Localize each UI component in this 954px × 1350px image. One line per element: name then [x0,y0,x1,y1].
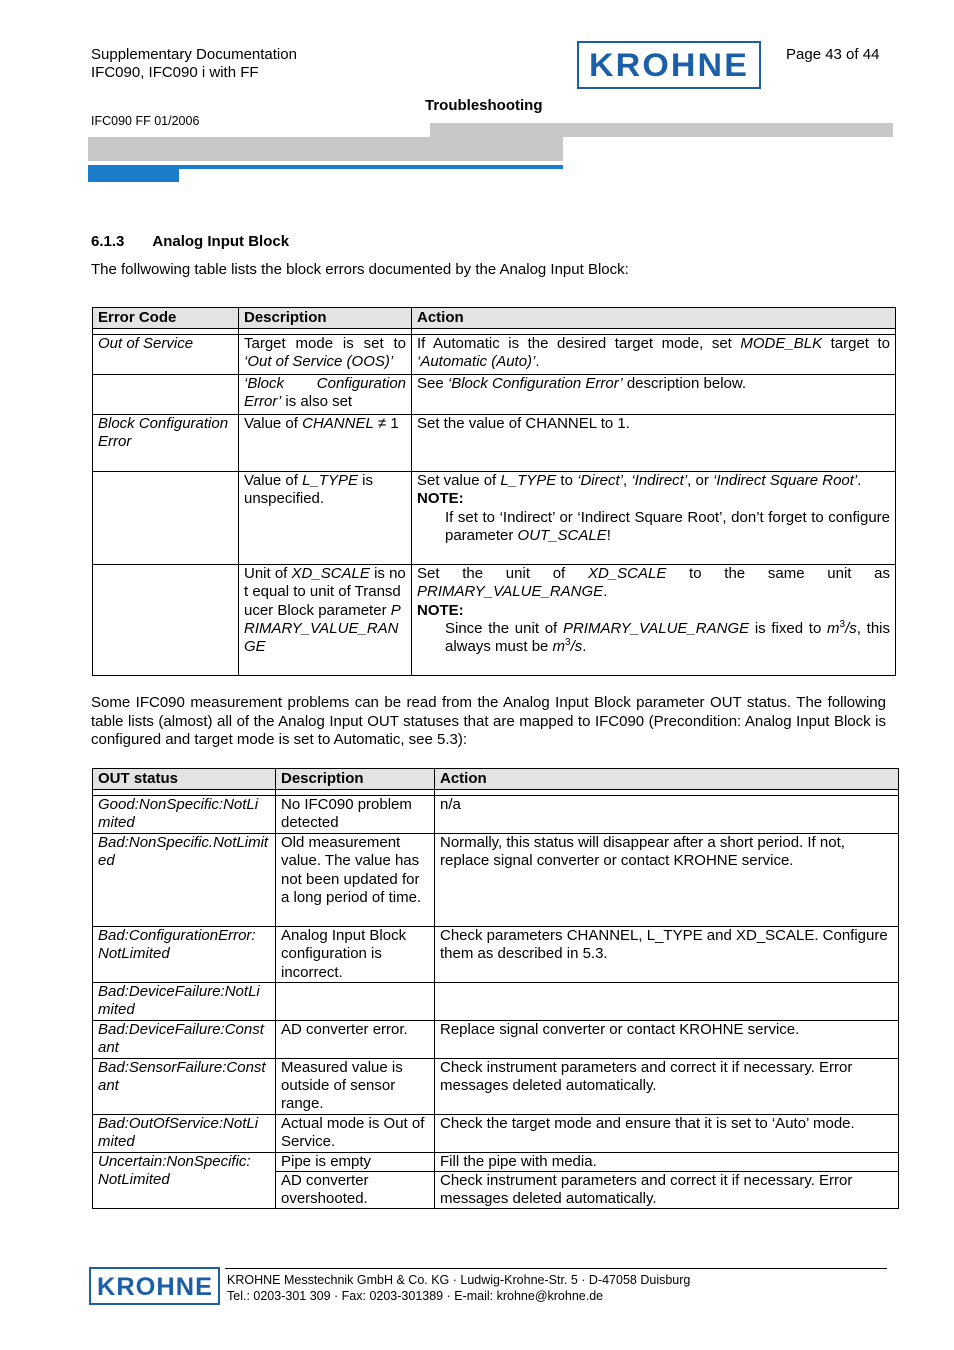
table-row [93,1114,899,1152]
krohne-logo [577,41,761,89]
description-cell: Old measurement value. The value has not been updated for a long period of time. [276,834,435,927]
action-cell: Set the unit of XD_SCALE to the same unit as PRIMARY_VALUE_RANGE. NOTE: Since the unit of PRIMARY_VALUE_RANGE is fixed to $m^3/s$, this always must be $m^3/s$. [412,565,896,676]
error-code-cell: Out of Service [93,335,239,375]
table-row [93,415,896,472]
description-cell: AD converter error. [276,1020,435,1058]
table-row [93,375,896,415]
description-cell: Value of L_TYPE is unspecified. [239,472,412,565]
description-cell: Unit of XD_SCALE is not equal to unit of Transducer Block parameter PRIMARY_VALUE_RANGE [239,565,412,676]
action-cell: Check instrument parameters and correct it if necessary. Error messages deleted automatically. [435,1171,899,1208]
table-row [93,1152,899,1171]
column-header: Description [239,308,412,329]
error-code-cell: Block Configuration Error [93,415,239,472]
action-cell: n/a [435,796,899,834]
status-cell: Bad:NonSpecific.NotLimited [93,834,276,927]
section-number: 6.1.3 [91,233,125,250]
action-cell: Fill the pipe with media. [435,1152,899,1171]
action-cell: Check instrument parameters and correct it if necessary. Error messages deleted automatically. [435,1058,899,1114]
footer-rule [225,1268,887,1269]
doc-code: IFC090 FF 01/2006 [91,114,200,128]
description-cell: Measured value is outside of sensor range. [276,1058,435,1114]
section-heading [91,233,289,250]
note-label: NOTE: [417,490,464,508]
action-cell: Check parameters CHANNEL, L_TYPE and XD_SCALE. Configure them as described in 5.3. [435,927,899,983]
description-cell: Target mode is set to ‘Out of Service (OOS)’ [239,335,412,375]
action-cell: Normally, this status will disappear after a short period. If not, replace signal converter or contact KROHNE service. [435,834,899,927]
chapter-title: Troubleshooting [425,97,543,114]
table-row [93,1020,899,1058]
table-row [93,565,896,676]
status-cell: Uncertain:NonSpecific: NotLimited [93,1152,276,1209]
column-header: OUT status [93,769,276,790]
action-cell [435,983,899,1020]
description-cell: Value of CHANNEL ≠ 1 [239,415,412,472]
footer-contact: Tel.: 0203-301 309 · Fax: 0203-301389 · E-mail: krohne@krohne.de [227,1289,604,1303]
status-cell: Bad:ConfigurationError: NotLimited [93,927,276,983]
status-cell: Bad:DeviceFailure:Constant [93,1020,276,1058]
action-cell: Set value of L_TYPE to ‘Direct’, ‘Indirect’, or ‘Indirect Square Root’. NOTE: If set to ‘Indirect’ or ‘Indirect Square Root’, don’t forget to configure parameter OUT_SCALE! [412,472,896,565]
table-row [93,472,896,565]
status-cell: Bad:OutOfService:NotLimited [93,1114,276,1152]
header-bar-right [430,123,893,137]
table-row [93,796,899,834]
table-header-row [93,769,899,790]
table-row [93,927,899,983]
section-intro: The follwowing table lists the block errors documented by the Analog Input Block: [91,261,629,278]
description-cell [276,983,435,1020]
description-cell: No IFC090 problem detected [276,796,435,834]
krohne-logo-mark [583,47,755,83]
table-row [93,1058,899,1114]
error-code-cell [93,375,239,415]
error-code-cell [93,472,239,565]
footer-logo-mark [93,1272,217,1300]
table-row [93,983,899,1020]
error-code-cell [93,565,239,676]
doc-title-line1: Supplementary Documentation [91,46,297,63]
note-label: NOTE: [417,601,464,619]
description-cell: Pipe is empty [276,1152,435,1171]
out-status-table [92,768,899,1209]
section-title: Analog Input Block [152,233,290,250]
note-text: Since the unit of PRIMARY_VALUE_RANGE is fixed to $m^3/s$, this always must be $m^3/s$. [445,618,890,656]
description-cell: Analog Input Block configuration is incorrect. [276,927,435,983]
status-cell: Good:NonSpecific:NotLimited [93,796,276,834]
description-cell: ‘Block Configuration Error’ is also set [239,375,412,415]
header-blue-block [88,165,179,182]
column-header: Action [412,308,896,329]
status-cell: Bad:SensorFailure:Constant [93,1058,276,1114]
table-row [93,335,896,375]
table-row [93,834,899,927]
action-cell: If Automatic is the desired target mode, set MODE_BLK target to ‘Automatic (Auto)’. [412,335,896,375]
doc-title-line2: IFC090, IFC090 i with FF [91,64,259,81]
footer-address: KROHNE Messtechnik GmbH & Co. KG · Ludwig-Krohne-Str. 5 · D-47058 Duisburg [227,1273,691,1287]
column-header: Error Code [93,308,239,329]
action-cell: Set the value of CHANNEL to 1. [412,415,896,472]
table-header-row [93,308,896,329]
action-cell: Check the target mode and ensure that it is set to ‘Auto’ mode. [435,1114,899,1152]
krohne-logo-text: KROHNE [589,47,749,83]
footer-krohne-logo [89,1267,220,1305]
action-cell: See ‘Block Configuration Error’ description below. [412,375,896,415]
note-text: If set to ‘Indirect’ or ‘Indirect Square Root’, don’t forget to configure parameter OUT_SCALE! [445,508,890,544]
description-cell: Actual mode is Out of Service. [276,1114,435,1152]
column-header: Action [435,769,899,790]
column-header: Description [276,769,435,790]
out-status-paragraph: Some IFC090 measurement problems can be read from the Analog Input Block parameter OUT status. The following table lists (almost) all of the Analog Input OUT statuses that are mapped to IFC090 (Precondition: Analog Input Block is configured and target mode is set to Automatic, see 5.3): [91,694,886,748]
block-errors-table [92,307,896,676]
footer-logo-text: KROHNE [96,1273,213,1300]
status-cell: Bad:DeviceFailure:NotLimited [93,983,276,1020]
description-cell: AD converter overshooted. [276,1171,435,1208]
page-number: Page 43 of 44 [786,46,880,63]
action-cell: Replace signal converter or contact KROHNE service. [435,1020,899,1058]
header-bar-left [88,137,563,161]
